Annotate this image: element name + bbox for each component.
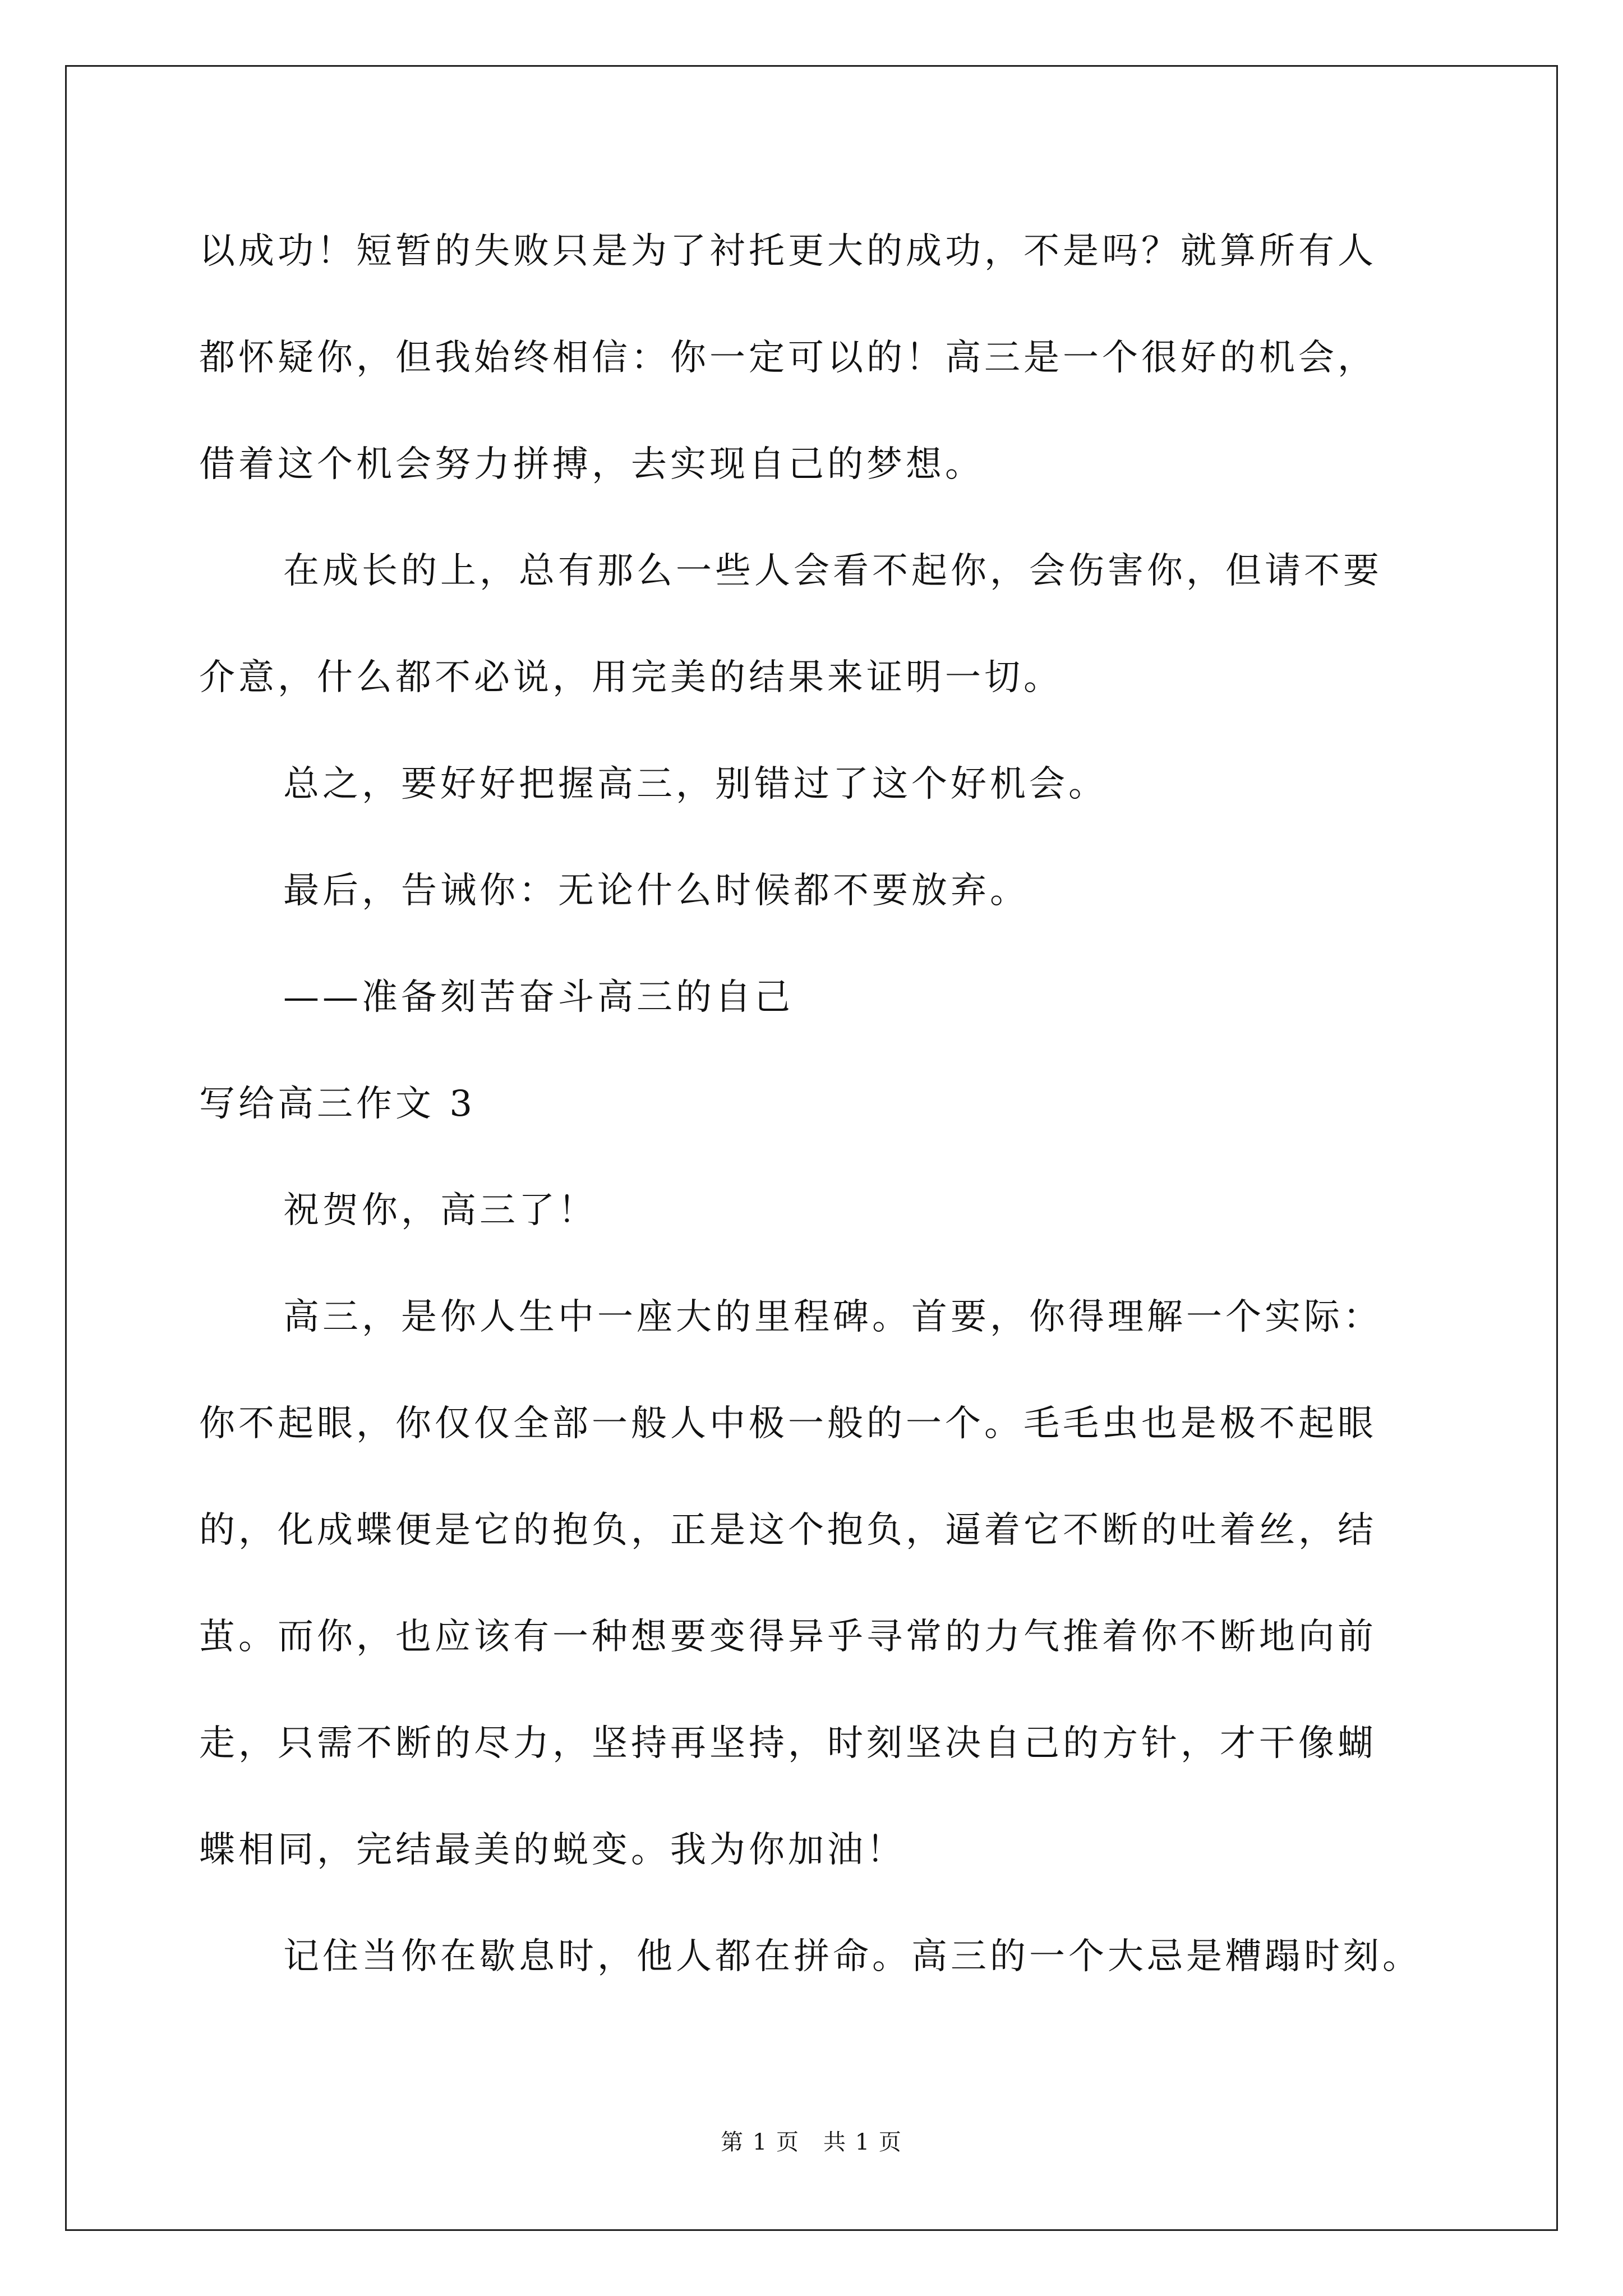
paragraph-line: 祝贺你，高三了！ (283, 1190, 597, 1231)
paragraph-line: 都怀疑你，但我始终相信：你一定可以的！高三是一个很好的机会， (199, 337, 1377, 379)
paragraph-line: 的，化成蝶便是它的抱负，正是这个抱负，逼着它不断的吐着丝，结 (199, 1510, 1377, 1551)
paragraph-line: 茧。而你，也应该有一种想要变得异乎寻常的力气推着你不断地向前 (199, 1616, 1377, 1658)
signature-line: ——准备刻苦奋斗高三的自己 (283, 977, 794, 1018)
page-number-footer: 第 1 页 共 1 页 (721, 2129, 902, 2155)
paragraph-line: 记住当你在歇息时，他人都在拼命。高三的一个大忌是糟蹋时刻。 (283, 1936, 1422, 1977)
paragraph-line: 介意，什么都不必说，用完美的结果来证明一切。 (199, 657, 1063, 698)
paragraph-line: 最后，告诫你：无论什么时候都不要放弃。 (283, 870, 1029, 912)
section-heading: 写给高三作文 3 (199, 1083, 476, 1125)
paragraph-line: 以成功！短暂的失败只是为了衬托更大的成功，不是吗？就算所有人 (199, 231, 1377, 272)
paragraph-line: 走，只需不断的尽力，坚持再坚持，时刻坚决自己的方针，才干像蝴 (199, 1723, 1377, 1764)
paragraph-line: 你不起眼，你仅仅全部一般人中极一般的一个。毛毛虫也是极不起眼 (199, 1403, 1377, 1444)
paragraph-line: 在成长的上，总有那么一些人会看不起你，会伤害你，但请不要 (283, 550, 1382, 592)
paragraph-line: 总之，要好好把握高三，别错过了这个好机会。 (283, 763, 1108, 805)
paragraph-line: 蝶相同，完结最美的蜕变。我为你加油！ (199, 1829, 906, 1871)
paragraph-line: 高三，是你人生中一座大的里程碑。首要，你得理解一个实际： (283, 1296, 1382, 1338)
paragraph-line: 借着这个机会努力拼搏，去实现自己的梦想。 (199, 444, 984, 485)
